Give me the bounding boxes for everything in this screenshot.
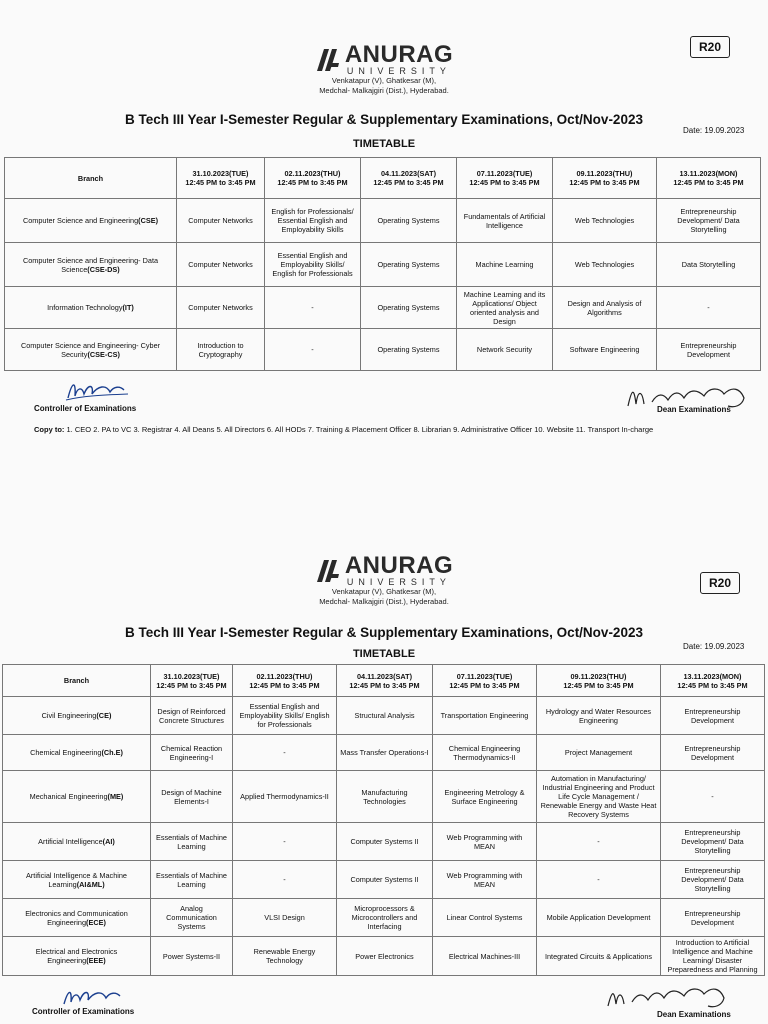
column-time: 12:45 PM to 3:45 PM <box>156 680 227 690</box>
subject-cell: Entrepreneurship Development/ Data Storytelling <box>657 199 761 243</box>
timetable-label: TIMETABLE <box>352 138 416 150</box>
branch-name: Mechanical Engineering <box>29 792 108 801</box>
controller-label: Controller of Examinations <box>34 404 137 413</box>
dean-signature <box>604 984 744 1012</box>
timetable-table <box>4 157 761 371</box>
subject-cell: Entrepreneurship Development/ Data Storytelling <box>661 823 765 861</box>
subject-cell: Transportation Engineering <box>433 697 537 735</box>
table-row <box>3 937 765 976</box>
branch-cell <box>3 735 151 771</box>
address-line-2: Medchal- Malkajgiri (Dist.), Hyderabad. <box>319 86 449 95</box>
subject-cell: Applied Thermodynamics-II <box>233 771 337 823</box>
column-header-branch <box>3 665 151 697</box>
column-date: 04.11.2023(SAT) <box>356 671 413 681</box>
subject-cell: - <box>657 287 761 329</box>
subject-cell: Structural Analysis <box>337 697 433 735</box>
branch-name: Information Technology <box>47 303 123 312</box>
subject-cell: Computer Systems II <box>337 861 433 899</box>
column-date: 02.11.2023(THU) <box>256 671 313 681</box>
branch-code: (CSE-CS) <box>87 349 120 359</box>
column-time: 12:45 PM to 3:45 PM <box>449 680 520 690</box>
subject-cell: Analog Communication Systems <box>151 899 233 937</box>
branch-cell <box>5 243 177 287</box>
university-sub: UNIVERSITY <box>346 577 451 587</box>
subject-cell: Entrepreneurship Development <box>661 899 765 937</box>
subject-cell: Web Programming with MEAN <box>433 823 537 861</box>
subject-cell: Computer Networks <box>177 199 265 243</box>
subject-cell: Linear Control Systems <box>433 899 537 937</box>
subject-cell: Power Electronics <box>337 937 433 976</box>
column-date: 09.11.2023(THU) <box>576 169 633 178</box>
column-header-date <box>661 665 765 697</box>
subject-cell: Manufacturing Technologies <box>337 771 433 823</box>
dean-label: Dean Examinations <box>657 405 731 414</box>
subject-cell: Operating Systems <box>361 287 457 329</box>
table-row <box>5 287 761 329</box>
subject-cell: - <box>233 861 337 899</box>
subject-cell: Computer Systems II <box>337 823 433 861</box>
table-header-row <box>3 665 765 697</box>
column-date: 13.11.2023(MON) <box>683 671 742 681</box>
subject-cell: Microprocessors & Microcontrollers and Interfacing <box>337 899 433 937</box>
address-line-1: Venkatapur (V), Ghatkesar (M), <box>331 76 437 85</box>
address-line-2: Medchal- Malkajgiri (Dist.), Hyderabad. <box>319 597 449 606</box>
subject-cell: Computer Networks <box>177 287 265 329</box>
subject-cell: Operating Systems <box>361 243 457 287</box>
table-row <box>3 823 765 861</box>
branch-code: (CE) <box>96 711 112 720</box>
branch-cell <box>3 771 151 823</box>
column-time: 12:45 PM to 3:45 PM <box>569 178 640 187</box>
column-time: 12:45 PM to 3:45 PM <box>373 178 444 187</box>
copy-to-label: Copy to: <box>34 425 65 434</box>
table-row <box>3 697 765 735</box>
branch-cell <box>5 287 177 329</box>
subject-cell: - <box>233 735 337 771</box>
subject-cell: VLSI Design <box>233 899 337 937</box>
subject-cell: Operating Systems <box>361 199 457 243</box>
branch-code: (CSE-DS) <box>87 264 120 274</box>
subject-cell: Essential English and Employability Skills/ English for Professionals <box>265 243 361 287</box>
column-date: Branch <box>77 173 104 183</box>
anurag-logo-icon <box>315 47 341 73</box>
column-date: 31.10.2023(TUE) <box>163 671 220 681</box>
subject-cell: Integrated Circuits & Applications <box>537 937 661 976</box>
table-row <box>3 771 765 823</box>
subject-cell: Machine Learning and its Applications/ Object oriented analysis and Design <box>457 287 553 329</box>
branch-name: Computer Science and Engineering <box>22 216 139 225</box>
branch-cell <box>3 899 151 937</box>
table-row <box>3 735 765 771</box>
exam-title: B Tech III Year I-Semester Regular & Supplementary Examinations, Oct/Nov-2023 <box>125 112 643 127</box>
column-header-branch <box>5 158 177 199</box>
subject-cell: Design of Reinforced Concrete Structures <box>151 697 233 735</box>
controller-signature <box>62 378 134 404</box>
table-header-row <box>5 158 761 199</box>
university-sub: UNIVERSITY <box>346 66 451 76</box>
timetable-page-2 <box>0 528 768 1024</box>
column-header-date <box>151 665 233 697</box>
subject-cell: Data Storytelling <box>657 243 761 287</box>
column-date: 13.11.2023(MON) <box>679 169 738 178</box>
timetable-label: TIMETABLE <box>352 648 416 660</box>
subject-cell: Electrical Machines-III <box>433 937 537 976</box>
column-date: 09.11.2023(THU) <box>570 671 627 681</box>
column-date: 04.11.2023(SAT) <box>380 169 437 178</box>
table-row <box>5 199 761 243</box>
column-date: 02.11.2023(THU) <box>284 169 341 178</box>
subject-cell: - <box>537 861 661 899</box>
subject-cell: Web Programming with MEAN <box>433 861 537 899</box>
column-header-date <box>433 665 537 697</box>
address-line-1: Venkatapur (V), Ghatkesar (M), <box>331 587 437 596</box>
table-row <box>5 329 761 371</box>
branch-cell <box>5 329 177 371</box>
subject-cell: Entrepreneurship Development <box>661 735 765 771</box>
branch-code: (IT) <box>122 303 134 312</box>
timetable-table <box>2 664 765 976</box>
table-row <box>3 861 765 899</box>
column-time: 12:45 PM to 3:45 PM <box>677 680 748 690</box>
subject-cell: Fundamentals of Artificial Intelligence <box>457 199 553 243</box>
subject-cell: Introduction to Cryptography <box>177 329 265 371</box>
subject-cell: Essential English and Employability Skills/ English for Professionals <box>233 697 337 735</box>
subject-cell: Web Technologies <box>553 199 657 243</box>
issue-date: Date: 19.09.2023 <box>683 642 745 651</box>
subject-cell: Network Security <box>457 329 553 371</box>
dean-label: Dean Examinations <box>657 1010 731 1019</box>
column-header-date <box>337 665 433 697</box>
column-header-date <box>457 158 553 199</box>
branch-cell <box>3 697 151 735</box>
controller-signature <box>58 986 130 1008</box>
subject-cell: English for Professionals/ Essential English and Employability Skills <box>265 199 361 243</box>
column-time: 12:45 PM to 3:45 PM <box>249 680 320 690</box>
subject-cell: Design and Analysis of Algorithms <box>553 287 657 329</box>
branch-code: (ME) <box>107 792 124 801</box>
branch-cell <box>3 861 151 899</box>
subject-cell: Operating Systems <box>361 329 457 371</box>
controller-label: Controller of Examinations <box>32 1007 135 1016</box>
column-time: 12:45 PM to 3:45 PM <box>277 178 348 187</box>
subject-cell: Software Engineering <box>553 329 657 371</box>
subject-cell: Project Management <box>537 735 661 771</box>
subject-cell: Hydrology and Water Resources Engineering <box>537 697 661 735</box>
branch-name: Electronics and Communication Engineering <box>25 908 128 927</box>
subject-cell: - <box>265 287 361 329</box>
subject-cell: Essentials of Machine Learning <box>151 823 233 861</box>
column-time: 12:45 PM to 3:45 PM <box>349 680 420 690</box>
column-date: Branch <box>63 676 90 685</box>
subject-cell: - <box>265 329 361 371</box>
column-header-date <box>233 665 337 697</box>
column-header-date <box>553 158 657 199</box>
column-header-date <box>361 158 457 199</box>
regulation-badge: R20 <box>690 36 730 58</box>
subject-cell: Mass Transfer Operations-I <box>337 735 433 771</box>
branch-name: Computer Science and Engineering- Data Science <box>22 255 159 274</box>
university-logo <box>0 41 768 96</box>
branch-code: (Ch.E) <box>101 748 123 757</box>
subject-cell: Entrepreneurship Development <box>661 697 765 735</box>
subject-cell: Machine Learning <box>457 243 553 287</box>
subject-cell: Power Systems-II <box>151 937 233 976</box>
branch-cell <box>3 823 151 861</box>
copy-to-line <box>34 425 653 434</box>
anurag-logo-icon <box>315 558 341 584</box>
branch-code: (ECE) <box>86 917 106 927</box>
column-header-date <box>537 665 661 697</box>
column-header-date <box>177 158 265 199</box>
subject-cell: Automation in Manufacturing/ Industrial Engineering and Product Life Cycle Management / Renewable Energy and Waste Heat Recovery Systems <box>537 771 661 823</box>
branch-name: Artificial Intelligence & Machine Learning <box>26 870 127 889</box>
column-time: 12:45 PM to 3:45 PM <box>185 178 256 187</box>
branch-cell <box>3 937 151 976</box>
subject-cell: Essentials of Machine Learning <box>151 861 233 899</box>
subject-cell: Web Technologies <box>553 243 657 287</box>
branch-code: (CSE) <box>138 216 159 225</box>
table-row <box>3 899 765 937</box>
column-date: 07.11.2023(TUE) <box>456 671 513 681</box>
subject-cell: Introduction to Artificial Intelligence and Machine Learning/ Disaster Preparedness and Planning <box>661 937 765 976</box>
column-header-date <box>265 158 361 199</box>
university-name: ANURAG <box>344 41 454 68</box>
branch-name: Electrical and Electronics Engineering <box>35 947 118 965</box>
timetable-page-1 <box>0 0 768 500</box>
subject-cell: - <box>661 771 765 823</box>
branch-name: Computer Science and Engineering- Cyber Security <box>20 340 161 359</box>
branch-code: (AI) <box>102 837 115 846</box>
university-logo <box>0 552 768 607</box>
copy-to-text: 1. CEO 2. PA to VC 3. Registrar 4. All Deans 5. All Directors 6. All HODs 7. Training & Placement Officer 8. Librarian 9. Administrative Officer 10. Website 11. Transport In-charge <box>66 425 654 434</box>
regulation-badge: R20 <box>700 572 740 594</box>
subject-cell: Computer Networks <box>177 243 265 287</box>
subject-cell: Chemical Reaction Engineering-I <box>151 735 233 771</box>
table-row <box>5 243 761 287</box>
branch-cell <box>5 199 177 243</box>
column-time: 12:45 PM to 3:45 PM <box>563 680 634 690</box>
subject-cell: - <box>233 823 337 861</box>
column-time: 12:45 PM to 3:45 PM <box>469 178 540 187</box>
subject-cell: Mobile Application Development <box>537 899 661 937</box>
subject-cell: Entrepreneurship Development <box>657 329 761 371</box>
subject-cell: Renewable Energy Technology <box>233 937 337 976</box>
branch-name: Chemical Engineering <box>30 748 102 757</box>
branch-name: Civil Engineering <box>41 711 97 720</box>
subject-cell: Design of Machine Elements-I <box>151 771 233 823</box>
column-date: 07.11.2023(TUE) <box>476 169 533 178</box>
column-date: 31.10.2023(TUE) <box>192 169 249 178</box>
branch-name: Artificial Intelligence <box>38 837 103 846</box>
subject-cell: Chemical Engineering Thermodynamics-II <box>433 735 537 771</box>
column-time: 12:45 PM to 3:45 PM <box>673 178 744 187</box>
subject-cell: Engineering Metrology & Surface Engineering <box>433 771 537 823</box>
issue-date: Date: 19.09.2023 <box>683 126 745 135</box>
branch-code: (EEE) <box>86 956 106 965</box>
university-name: ANURAG <box>344 552 454 579</box>
column-header-date <box>657 158 761 199</box>
branch-code: (AI&ML) <box>76 879 105 889</box>
exam-title: B Tech III Year I-Semester Regular & Supplementary Examinations, Oct/Nov-2023 <box>125 625 643 640</box>
subject-cell: - <box>537 823 661 861</box>
subject-cell: Entrepreneurship Development/ Data Storytelling <box>661 861 765 899</box>
